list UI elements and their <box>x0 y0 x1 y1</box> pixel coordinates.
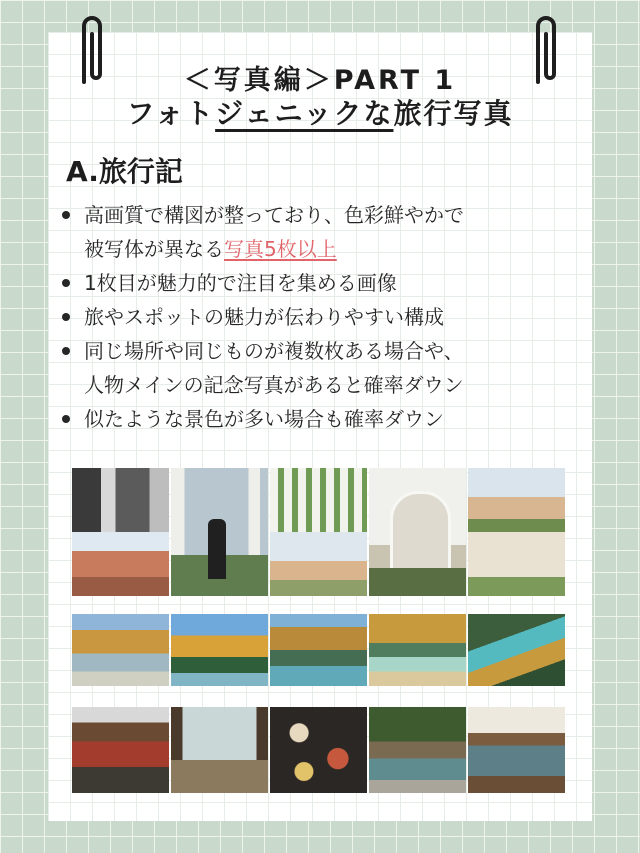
bullet-text: 似たような景色が多い場合も確率ダウン <box>84 407 444 431</box>
bullet-text: 同じ場所や同じものが複数枚ある場合や、 <box>84 339 464 363</box>
photo-thumbnail <box>369 614 466 686</box>
photo-thumbnail <box>72 614 169 686</box>
photo-thumbnail <box>270 707 367 793</box>
photo-thumbnail <box>72 468 169 596</box>
photo-thumbnail <box>270 468 367 596</box>
bullet-item <box>58 402 578 436</box>
bullet-item <box>58 266 578 300</box>
bullet-item <box>58 334 578 402</box>
section-heading: A.旅行記 <box>66 155 183 188</box>
photo-thumbnail <box>72 707 169 793</box>
title-line-2 <box>0 92 640 132</box>
photo-thumbnail <box>171 468 268 596</box>
title-line-2-underlined: ジェニックな <box>215 97 394 130</box>
photo-thumbnail <box>369 468 466 596</box>
bullet-item <box>58 198 578 266</box>
bullet-text: 人物メインの記念写真があると確率ダウン <box>84 373 464 397</box>
bullet-text: 1枚目が魅力的で注目を集める画像 <box>84 271 397 295</box>
photo-thumbnail <box>468 468 565 596</box>
architecture-photo-row <box>72 468 568 596</box>
title-line-1: ＜写真編＞PART 1 <box>183 65 457 96</box>
highlight-text: 写真5枚以上 <box>224 237 337 261</box>
photo-thumbnail <box>171 707 268 793</box>
bullet-text: 被写体が異なる <box>84 237 224 261</box>
bullet-item <box>58 300 578 334</box>
title-line-2-end: 旅行写真 <box>393 97 514 130</box>
bullet-text: 高画質で構図が整っており、色彩鮮やかで <box>84 203 464 227</box>
photo-thumbnail <box>270 614 367 686</box>
title-line-2-start: フォト <box>126 97 216 130</box>
landscape-photo-row <box>72 614 568 686</box>
bullet-list <box>58 198 578 436</box>
photo-thumbnail <box>369 707 466 793</box>
photo-thumbnail <box>171 614 268 686</box>
photo-thumbnail <box>468 614 565 686</box>
ryokan-photo-row <box>72 707 568 793</box>
photo-thumbnail <box>468 707 565 793</box>
bullet-text: 旅やスポットの魅力が伝わりやすい構成 <box>84 305 444 329</box>
